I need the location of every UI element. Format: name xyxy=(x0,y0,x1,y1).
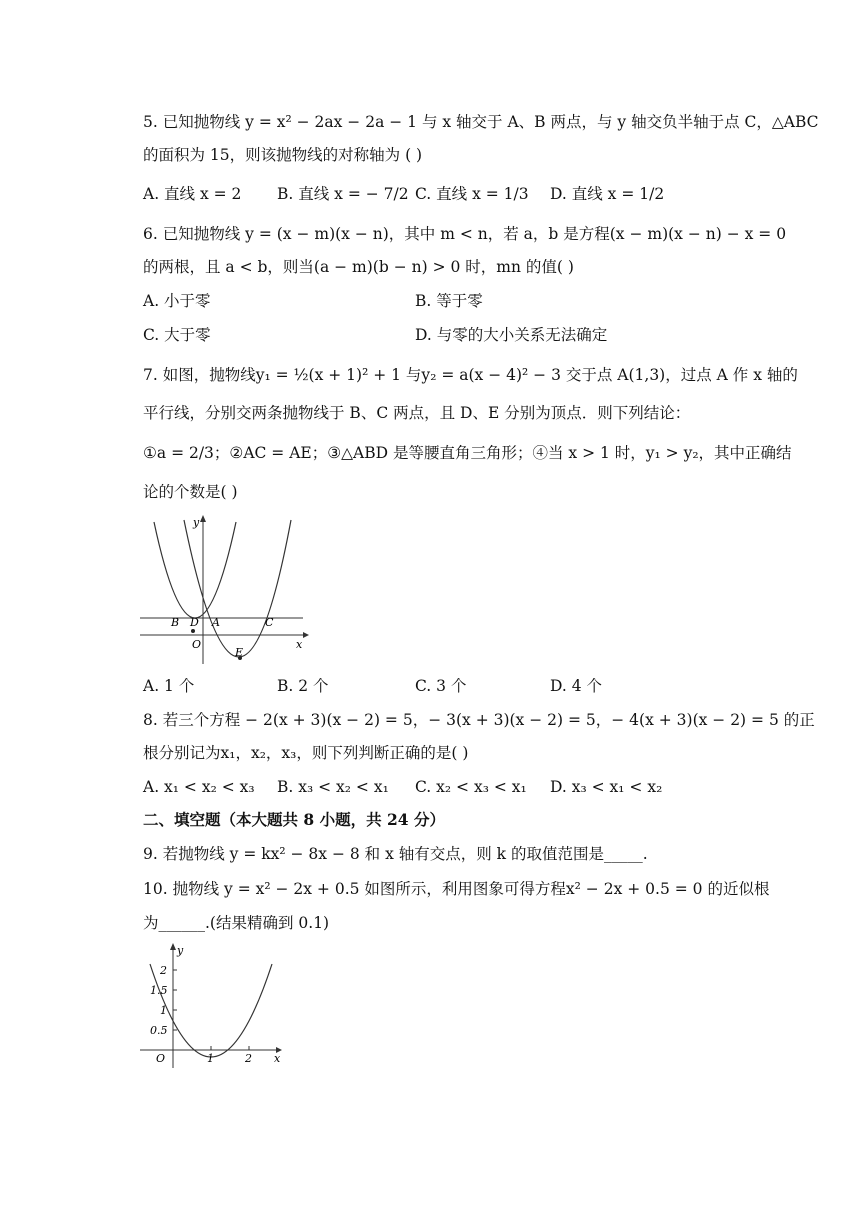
q10-label-y: y xyxy=(177,944,184,957)
q5-stem-line1: 5. 已知抛物线 y = x² − 2ax − 2a − 1 与 x 轴交于 A、B 两点，与 y 轴交负半轴于点 C，△ABC xyxy=(143,113,819,131)
q7-stem-line3: ①a = 2/3；②AC = AE；③△ABD 是等腰直角三角形；④当 x > 1 时，y₁ > y₂，其中正确结 xyxy=(143,444,792,462)
q7-option-b: B. 2 个 xyxy=(277,677,329,695)
q7-label-a: A xyxy=(212,616,220,629)
q7-option-a: A. 1 个 xyxy=(143,677,195,695)
q10-label-o: O xyxy=(156,1052,166,1065)
q10-stem-line1: 10. 抛物线 y = x² − 2x + 0.5 如图所示，利用图象可得方程x² − 2x + 0.5 = 0 的近似根 xyxy=(143,880,770,898)
q7-label-c: C xyxy=(265,616,274,629)
q10-tick-label-2: 2 xyxy=(160,964,167,977)
q7-figure xyxy=(140,514,310,664)
q6-stem-line2: 的两根，且 a < b，则当(a − m)(b − n) > 0 时，mn 的值( ) xyxy=(143,258,574,276)
q7-label-x: x xyxy=(296,638,303,651)
q5-option-c: C. 直线 x = 1/3 xyxy=(415,185,529,203)
q10-y-arrow xyxy=(170,943,176,950)
q7-stem-line1: 7. 如图，抛物线y₁ = ½(x + 1)² + 1 与y₂ = a(x − 4)² − 3 交于点 A(1,3)，过点 A 作 x 轴的 xyxy=(143,366,798,384)
q10-figure xyxy=(140,940,290,1070)
q7-point-d xyxy=(191,629,195,633)
q10-tick-label-15: 1.5 xyxy=(150,984,168,997)
q10-label-x: x xyxy=(274,1052,281,1065)
q5-option-b: B. 直线 x = − 7/2 xyxy=(277,185,409,203)
q7-parabola-y2 xyxy=(184,520,291,657)
q5-option-a: A. 直线 x = 2 xyxy=(143,185,242,203)
q7-stem-line4: 论的个数是( ) xyxy=(143,483,238,501)
section-heading-fill-in: 二、填空题（本大题共 8 小题，共 24 分） xyxy=(143,810,445,829)
q7-label-b: B xyxy=(171,616,180,629)
q6-stem-line1: 6. 已知抛物线 y = (x − m)(x − n)，其中 m < n，若 a，b 是方程(x − m)(x − n) − x = 0 xyxy=(143,225,787,243)
q8-stem-line1: 8. 若三个方程 − 2(x + 3)(x − 2) = 5，− 3(x + 3)(x − 2) = 5，− 4(x + 3)(x − 2) = 5 的正 xyxy=(143,711,815,729)
q8-option-c: C. x₂ < x₃ < x₁ xyxy=(415,778,527,796)
q7-label-d: D xyxy=(190,616,199,629)
q8-option-b: B. x₃ < x₂ < x₁ xyxy=(277,778,389,796)
q6-option-d: D. 与零的大小关系无法确定 xyxy=(415,326,608,344)
q10-parabola xyxy=(150,964,272,1057)
q7-option-c: C. 3 个 xyxy=(415,677,467,695)
q7-label-y: y xyxy=(193,516,200,529)
q7-y-arrow xyxy=(200,515,206,522)
q5-option-d: D. 直线 x = 1/2 xyxy=(550,185,665,203)
q10-stem-line2: 为______.(结果精确到 0.1) xyxy=(143,914,330,932)
q7-option-d: D. 4 个 xyxy=(550,677,603,695)
q8-option-d: D. x₃ < x₁ < x₂ xyxy=(550,778,663,796)
q5-stem-line2: 的面积为 15，则该抛物线的对称轴为 ( ) xyxy=(143,146,423,164)
q6-option-b: B. 等于零 xyxy=(415,292,483,310)
q9-stem: 9. 若抛物线 y = kx² − 8x − 8 和 x 轴有交点，则 k 的取值范围是_____. xyxy=(143,845,648,863)
q8-option-a: A. x₁ < x₂ < x₃ xyxy=(143,778,255,796)
q6-option-c: C. 大于零 xyxy=(143,326,211,344)
q7-label-o: O xyxy=(192,638,202,651)
q7-x-arrow xyxy=(303,632,309,638)
q10-tick-label-05: 0.5 xyxy=(150,1024,168,1037)
q8-stem-line2: 根分别记为x₁，x₂，x₃，则下列判断正确的是( ) xyxy=(143,744,469,762)
q10-x-tick-label-1: 1 xyxy=(207,1052,214,1065)
q7-label-e: E xyxy=(235,646,244,659)
q6-option-a: A. 小于零 xyxy=(143,292,211,310)
q10-tick-label-1: 1 xyxy=(160,1004,167,1017)
q7-stem-line2: 平行线，分别交两条抛物线于 B、C 两点，且 D、E 分别为顶点．则下列结论： xyxy=(143,404,691,422)
q10-x-tick-label-2: 2 xyxy=(245,1052,252,1065)
